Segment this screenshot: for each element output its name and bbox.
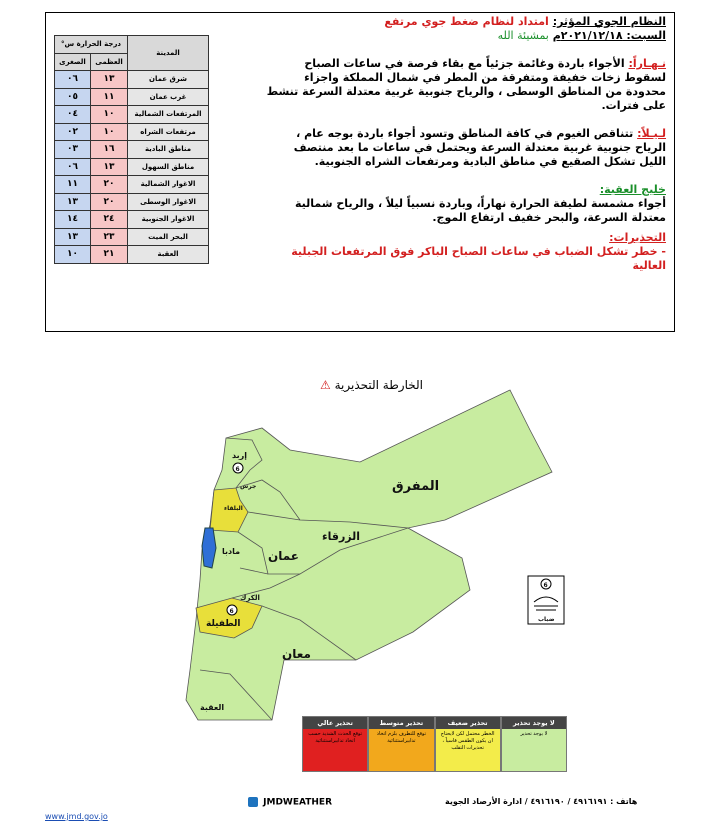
forecast-text-panel — [266, 15, 666, 273]
cell-max: ٢٠ — [91, 193, 128, 211]
aqaba-label: خليج العقبة: — [599, 183, 666, 196]
legend-item — [501, 716, 567, 772]
cell-max: ٢٣ — [91, 228, 128, 246]
fog-icon-legend — [528, 576, 564, 624]
table-row — [55, 123, 209, 141]
warnings-section — [266, 231, 666, 273]
temperature-rows — [55, 71, 209, 264]
footer-url[interactable]: www.jmd.gov.jo — [45, 812, 108, 821]
label-karak: الكرك — [240, 594, 260, 602]
cell-min: ١٠ — [55, 246, 91, 264]
fog-marker-north — [233, 463, 243, 473]
legend-title: تحذير عالي — [303, 717, 367, 729]
table-row — [55, 106, 209, 124]
cell-city: البحر الميت — [128, 228, 209, 246]
table-row — [55, 246, 209, 264]
table-row — [55, 228, 209, 246]
label-jerash: جرش — [240, 483, 257, 490]
cell-max: ١٦ — [91, 141, 128, 159]
label-mafraq: المفرق — [392, 479, 440, 494]
date-note: بمشيئة الله — [497, 29, 549, 42]
legend-body: توقع للتطرف بلزم اتخاذ تدابيراستثنائية — [369, 729, 433, 771]
label-amman: عمان — [268, 549, 299, 563]
cell-max: ٢٠ — [91, 176, 128, 194]
warning-map — [0, 370, 720, 730]
svg-text:6: 6 — [235, 466, 240, 473]
table-row — [55, 141, 209, 159]
footer-brand-text: JMDWEATHER — [263, 797, 333, 808]
label-madaba: مادبا — [222, 547, 241, 556]
cell-min: ١٣ — [55, 193, 91, 211]
fog-label: ضباب — [538, 616, 555, 623]
svg-text:6: 6 — [229, 608, 234, 615]
cell-max: ١٠ — [91, 123, 128, 141]
label-maan: معان — [282, 647, 311, 661]
system-value: امتداد لنظام ضغط جوي مرتفع — [384, 15, 549, 28]
legend-title: تحذير ضعيف — [436, 717, 500, 729]
warning-legend — [302, 716, 567, 772]
legend-body: لا يوجد تحذير — [502, 729, 566, 771]
label-irbid: إربد — [232, 451, 247, 460]
table-row — [55, 176, 209, 194]
cell-city: الاغوار الوسطى — [128, 193, 209, 211]
date-line — [266, 29, 666, 43]
day-label: نـهـاراً: — [628, 57, 666, 70]
header-min: الصغرى — [55, 53, 91, 71]
cell-city: الاغوار الجنوبية — [128, 211, 209, 229]
cell-min: ٠٤ — [55, 106, 91, 124]
map-title-text: الخارطة التحذيرية — [334, 378, 423, 392]
cell-min: ٠٦ — [55, 71, 91, 89]
forecast-bulletin — [45, 12, 675, 332]
warnings-text: - خطر تشكل الضباب في ساعات الصباح الباكر فوق المرتفعات الجبلية العالية — [291, 245, 666, 272]
night-section — [266, 127, 666, 169]
cell-min: ٠٥ — [55, 88, 91, 106]
cell-max: ١١ — [91, 88, 128, 106]
date-label: السبت: ٢٠٢١/١٢/١٨م — [552, 29, 666, 42]
temperature-table — [54, 35, 209, 264]
cell-city: مناطق البادية — [128, 141, 209, 159]
header-max: العظمى — [91, 53, 128, 71]
aqaba-text: أجواء مشمسة لطيفة الحرارة نهاراً، وباردة نسبياً ليلاً ، والرياح شمالية معتدلة السرعة، والبحر خفيف ارتفاع الموج. — [294, 197, 666, 224]
cell-max: ١٣ — [91, 71, 128, 89]
warning-triangle-icon: ⚠ — [320, 378, 331, 392]
table-row — [55, 211, 209, 229]
cell-city: مناطق السهول — [128, 158, 209, 176]
footer-phone: هاتف : ٤٩١٦١٩١ / ٤٩١٦١٩٠ / ادارة الأرصاد الجوية — [445, 797, 638, 806]
cell-min: ٠٢ — [55, 123, 91, 141]
legend-item — [368, 716, 434, 772]
label-tafilah: الطفيلة — [206, 619, 241, 629]
table-row — [55, 193, 209, 211]
cell-min: ١١ — [55, 176, 91, 194]
table-row — [55, 158, 209, 176]
header-city: المدينة — [128, 36, 209, 71]
legend-body: الخطر محتمل لكن لايحتاج ان يكون الطقس قاسياً ، تحذيرات التقلب — [436, 729, 500, 771]
system-label: النظام الجوي المؤثر: — [552, 15, 666, 28]
label-zarqa: الزرقاء — [322, 530, 361, 543]
svg-text:6: 6 — [543, 582, 548, 589]
fog-marker-tafilah — [227, 605, 237, 615]
cell-city: غرب عمان — [128, 88, 209, 106]
cell-max: ٢٤ — [91, 211, 128, 229]
cell-max: ١٣ — [91, 158, 128, 176]
cell-min: ١٤ — [55, 211, 91, 229]
cell-city: المرتفعات الشمالية — [128, 106, 209, 124]
cell-city: الاغوار الشمالية — [128, 176, 209, 194]
warnings-label: التحذيرات: — [609, 231, 666, 244]
legend-title: تحذير متوسط — [369, 717, 433, 729]
footer-brand — [248, 797, 332, 808]
day-section — [266, 57, 666, 113]
night-label: لـيـلاً: — [637, 127, 666, 140]
legend-body: توقع الحدث الشديد حسب اتخاذ تدابيراستثنائية — [303, 729, 367, 771]
table-row — [55, 88, 209, 106]
system-line — [266, 15, 666, 29]
night-text: تتناقص الغيوم في كافة المناطق وتسود أجواء باردة بوجه عام ، الرياح جنوبية غربية معتدلة السرعة ويحتمل في ساعات ما بعد منتصف الليل تشكل الصقيع في مناطق البادية ومرتفعات الشراه الجنوبية. — [293, 127, 666, 168]
aqaba-section — [266, 183, 666, 225]
table-row — [55, 71, 209, 89]
cell-min: ٠٦ — [55, 158, 91, 176]
cell-city: شرق عمان — [128, 71, 209, 89]
cell-max: ١٠ — [91, 106, 128, 124]
cell-min: ١٣ — [55, 228, 91, 246]
label-balqa: البلقاء — [224, 505, 243, 512]
legend-item — [302, 716, 368, 772]
cell-city: مرتفعات الشراه — [128, 123, 209, 141]
cell-max: ٢١ — [91, 246, 128, 264]
header-temp: درجة الحرارة س° — [55, 36, 128, 54]
cell-min: ٠٣ — [55, 141, 91, 159]
brand-logo-icon — [248, 797, 258, 807]
legend-item — [435, 716, 501, 772]
day-text: الأجواء باردة وغائمة جزئياً مع بقاء فرصة في ساعات الصباح لسقوط زخات خفيفة ومتفرقة من المطر في شمال المملكة واجزاء محدودة من المناطق الوسطى ، والرياح جنوبية غربية معتدلة السرعة تنشط على فترات. — [266, 57, 666, 112]
cell-city: العقبة — [128, 246, 209, 264]
label-aqaba: العقبة — [200, 703, 225, 712]
legend-title: لا يوجد تحذير — [502, 717, 566, 729]
